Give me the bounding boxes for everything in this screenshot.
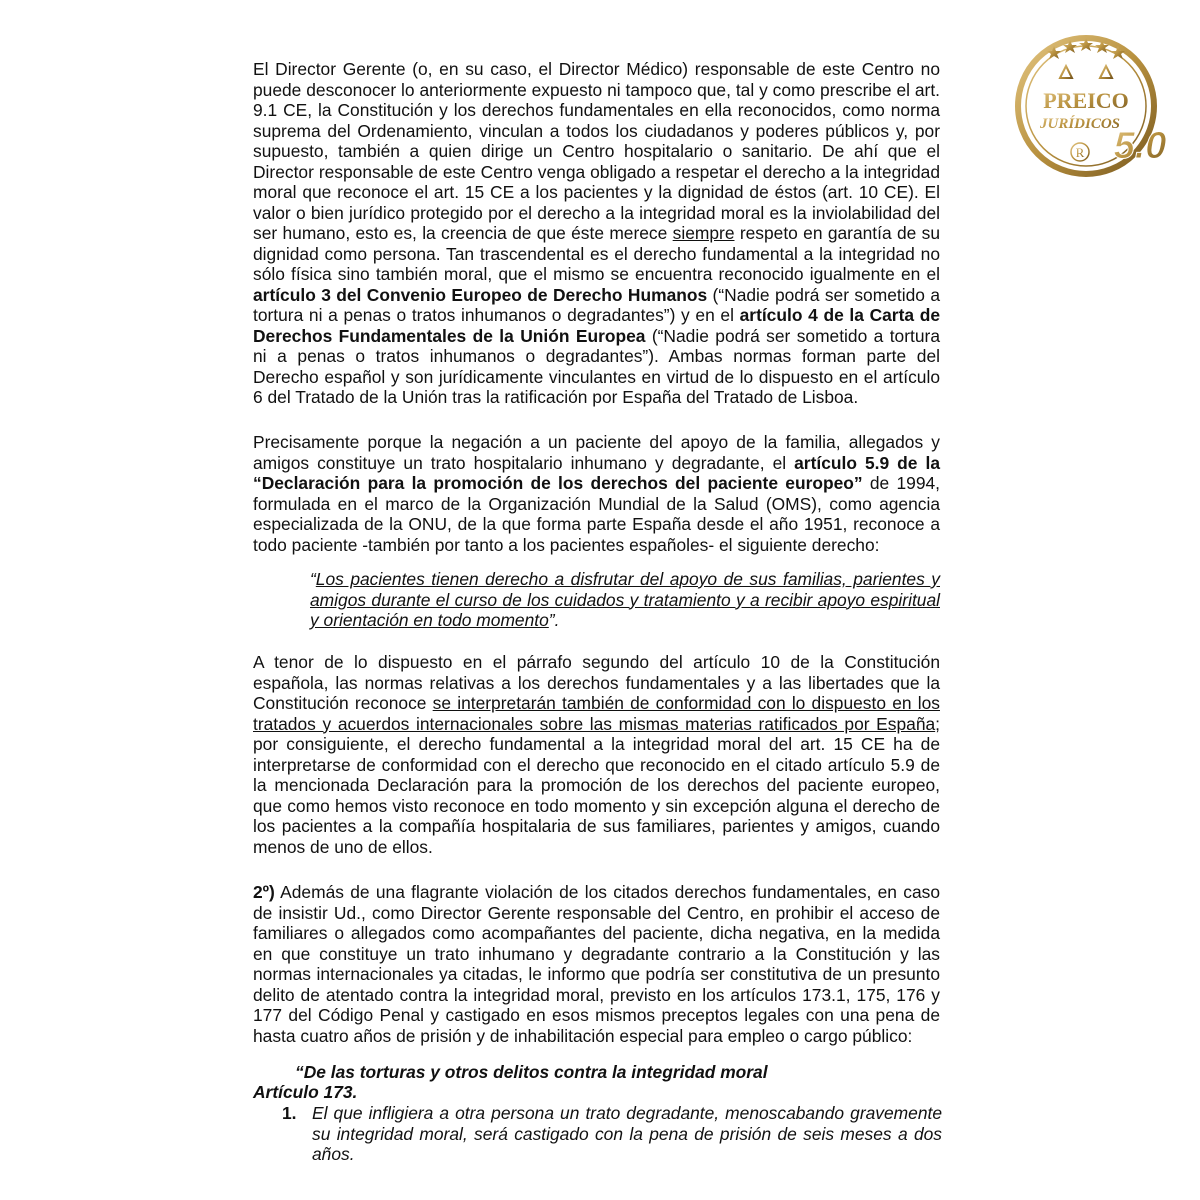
p1-text-g: (“Nadie podrá ser sometido a tortura ni a penas o tratos inhumanos o degradantes”). Ambas normas forman parte del Derecho español y son jurídicamente vinculantes en virtud de lo dispuesto en el artículo 6 del Tratado de la Unión tras la ratificación por España del Tratado de Lisboa. xyxy=(253,325,940,407)
p1-text-c: respeto en garantía de su dignidad como persona. Tan trascendental es el derecho fundamental a la integridad no sólo física sino también moral, que el mismo se encuentra reconocido igualmente en el xyxy=(253,223,940,284)
p1-underline-siempre: siempre xyxy=(672,223,735,243)
scales-icon xyxy=(1060,60,1112,86)
paragraph-2 xyxy=(253,432,940,555)
preico-juridicos-logo xyxy=(1008,28,1170,178)
p3-text-c: ; por consiguiente, el derecho fundamental a la integridad moral del art. 15 CE ha de interpretarse de conformidad con el derecho que reconocido en el citado artículo 5.9 de la mencionada Declaración para la promoción de los derechos del paciente europeo, que como hemos visto reconoce en todo momento y sin excepción alguna el derecho de los pacientes a la compañía hospitalaria de sus familiares, parientes y amigos, cuando menos de uno de ellos. xyxy=(253,713,940,857)
p1-text-a: El Director Gerente (o, en su caso, el Director Médico) responsable de este Centro no puede desconocer lo anteriormente expuesto ni tampoco que, tal y como prescribe el art. 9.1 CE, la Constitución y los derechos fundamentales en ella reconocidos, como norma suprema del Ordenamiento, vinculan a todos los ciudadanos y poderes públicos y, por supuesto, también a quien dirige un Centro hospitalario o sanitario. De ahí que el Director responsable de este Centro venga obligado a respetar el derecho a la integridad moral que reconoce el art. 15 CE a los pacientes y la dignidad de éstos (art. 10 CE). El valor o bien jurídico protegido por el derecho a la integridad moral es la inviolabilidad del ser humano, esto es, la creencia de que éste merece xyxy=(253,59,940,243)
logo-version: 5.0 xyxy=(1113,125,1167,167)
p4-number: 2º) xyxy=(253,882,275,902)
p3-text-a: A tenor de lo dispuesto en el párrafo segundo del artículo 10 de la Constitución española, las normas relativas a los derechos fundamentales y a las libertades que la Constitución reconoce xyxy=(253,652,940,713)
logo-line1: PREICO xyxy=(1043,88,1129,113)
paragraph-4 xyxy=(253,882,940,1046)
law-item xyxy=(282,1103,942,1165)
registered-mark: R xyxy=(1075,145,1085,160)
law-title: “De las torturas y otros delitos contra la integridad moral xyxy=(295,1062,768,1082)
p4-text: Además de una flagrante violación de los citados derechos fundamentales, en caso de insistir Ud., como Director Gerente responsable del Centro, en prohibir el acceso de familiares o allegados como acompañantes del paciente, dicha negativa, en la medida en que constituye un trato inhumano y degradante contrario a la Constitución y las normas internacionales ya citadas, le informo que podría ser constitutiva de un presunto delito de atentado contra la integridad moral, previsto en los artículos 173.1, 175, 176 y 177 del Código Penal y castigado en esos mismos preceptos legales con una pena de hasta cuatro años de prisión y de inhabilitación especial para empleo o cargo público: xyxy=(253,882,940,1046)
paragraph-3 xyxy=(253,652,940,857)
p2-text-a: Precisamente porque la negación a un paciente del apoyo de la familia, allegados y amigos constituye un trato hospitalario inhumano y degradante, el xyxy=(253,432,940,473)
p2-bold-declaracion: artículo 5.9 de la “Declaración para la promoción de los derechos del paciente europeo” xyxy=(253,452,941,493)
logo-line2: JURÍDICOS xyxy=(1039,116,1121,132)
quote-block xyxy=(310,569,940,631)
quote-close: ”. xyxy=(548,610,560,630)
p2-text-c: de 1994, formulada en el marco de la Organización Mundial de la Salud (OMS), como agencia especializada de la ONU, de la que forma parte España desde el año 1951, reconoce a todo paciente -también por tanto a los pacientes españoles- el siguiente derecho: xyxy=(253,473,940,555)
p3-underline-tratados: se interpretarán también de conformidad con lo dispuesto en los tratados y acuerdos internacionales sobre las mismas materias ratificados por España xyxy=(253,693,940,734)
quote-open: “ xyxy=(310,569,316,589)
p1-bold-convenio: artículo 3 del Convenio Europeo de Derecho Humanos xyxy=(253,284,708,305)
quote-text: Los pacientes tienen derecho a disfrutar del apoyo de sus familias, parientes y amigos durante el curso de los cuidados y tratamiento y a recibir apoyo espiritual y orientación en todo momento xyxy=(310,569,940,630)
p1-bold-carta: artículo 4 de la Carta de Derechos Fundamentales de la Unión Europea xyxy=(253,305,940,346)
paragraph-1 xyxy=(253,59,940,408)
law-item-text: El que infligiera a otra persona un trato degradante, menoscabando gravemente su integridad moral, será castigado con la pena de prisión de seis meses a dos años. xyxy=(312,1103,942,1164)
law-article: Artículo 173. xyxy=(253,1082,358,1102)
p1-text-e: (“Nadie podrá ser sometido a tortura ni a penas o tratos inhumanos o degradantes”) y en el xyxy=(253,284,940,325)
law-item-number: 1. xyxy=(282,1103,297,1123)
